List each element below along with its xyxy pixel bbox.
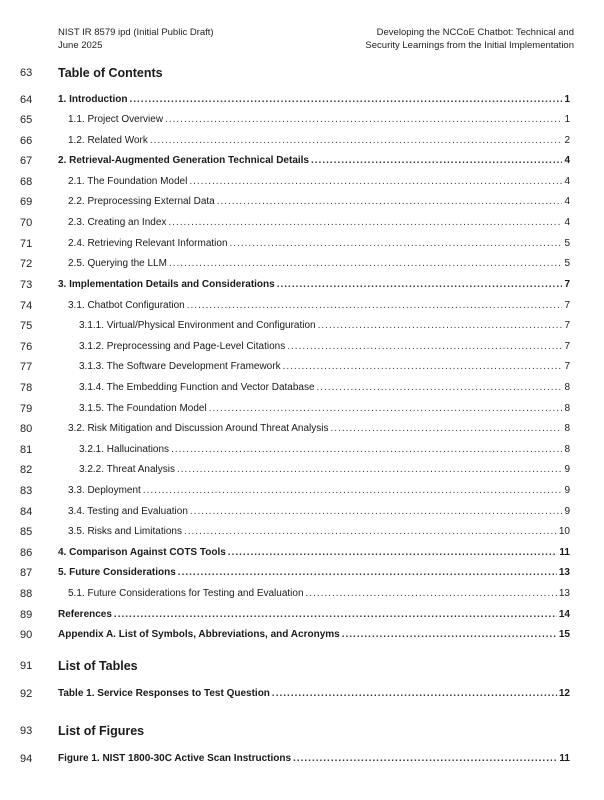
toc-entry-link[interactable] [68, 192, 570, 212]
toc-entry-title: 1. Introduction [58, 94, 128, 105]
dot-leader [217, 192, 563, 212]
section-heading-line [0, 721, 604, 741]
toc-page-number: 13 [558, 567, 570, 578]
toc-line [0, 584, 604, 604]
dot-leader [178, 563, 557, 583]
dot-leader [317, 378, 563, 398]
toc-entry-title: 4. Comparison Against COTS Tools [58, 547, 226, 558]
line-number: 89 [20, 609, 33, 621]
toc-page-number: 13 [558, 588, 570, 599]
toc-line [0, 749, 604, 769]
dot-leader [342, 625, 557, 645]
line-number: 70 [20, 217, 33, 229]
toc-entry-link[interactable] [68, 522, 570, 542]
line-number: 93 [20, 725, 33, 737]
line-number: 88 [20, 588, 33, 600]
toc-entry-link[interactable] [58, 90, 570, 110]
dot-leader [184, 522, 557, 542]
toc-entry-link[interactable] [68, 172, 570, 192]
line-number: 66 [20, 135, 33, 147]
dot-leader [177, 460, 562, 480]
header-title-line1: Developing the NCCoE Chatbot: Technical and [376, 27, 574, 38]
toc-page-number: 11 [559, 547, 570, 558]
toc-page-number: 14 [558, 609, 570, 620]
line-number: 77 [20, 361, 33, 373]
line-number: 84 [20, 506, 33, 518]
toc-entry-link[interactable] [68, 254, 570, 274]
toc-entry-link[interactable] [58, 605, 570, 625]
section-heading: Table of Contents [58, 66, 163, 80]
toc-entry-link[interactable] [79, 337, 570, 357]
toc-page-number: 4 [564, 155, 570, 166]
line-number: 78 [20, 382, 33, 394]
dot-leader [169, 254, 562, 274]
toc-line [0, 296, 604, 316]
toc-entry-title: 3.1. Chatbot Configuration [68, 300, 185, 311]
dot-leader [150, 131, 563, 151]
line-number: 80 [20, 423, 33, 435]
toc-entry-title: References [58, 609, 112, 620]
toc-entry-title: 3.1.4. The Embedding Function and Vector Database [79, 382, 315, 393]
header-left [58, 26, 214, 52]
line-number: 74 [20, 300, 33, 312]
toc-entry-title: Table 1. Service Responses to Test Question [58, 688, 270, 699]
section-heading: List of Tables [58, 659, 138, 673]
toc-line [0, 192, 604, 212]
toc-line [0, 543, 604, 563]
toc-page-number: 9 [564, 485, 570, 496]
toc-entry-link[interactable] [58, 684, 570, 704]
toc-entry-title: 3.2.2. Threat Analysis [79, 464, 175, 475]
header-doc-id: NIST IR 8579 ipd (Initial Public Draft) [58, 27, 214, 38]
toc-line [0, 522, 604, 542]
toc-entry-title: 3.2.1. Hallucinations [79, 444, 170, 455]
dot-leader [331, 419, 563, 439]
toc-line [0, 337, 604, 357]
dot-leader [114, 605, 557, 625]
toc-page-number: 5 [564, 258, 570, 269]
line-number: 81 [20, 444, 33, 456]
toc-page-number: 7 [564, 300, 570, 311]
line-number: 82 [20, 464, 33, 476]
dot-leader [143, 481, 563, 501]
toc-line [0, 605, 604, 625]
toc-page-number: 9 [564, 506, 570, 517]
dot-leader [190, 502, 563, 522]
toc-line [0, 502, 604, 522]
toc-line [0, 110, 604, 130]
dot-leader [311, 151, 562, 171]
dot-leader [287, 337, 562, 357]
toc-entry-title: Appendix A. List of Symbols, Abbreviations, and Acronyms [58, 629, 340, 640]
toc-page-number: 5 [564, 238, 570, 249]
toc-line [0, 213, 604, 233]
toc-line [0, 254, 604, 274]
dot-leader [283, 357, 563, 377]
dot-leader [306, 584, 557, 604]
dot-leader [230, 234, 563, 254]
toc-page-number: 8 [564, 382, 570, 393]
dot-leader [318, 316, 563, 336]
toc-line [0, 684, 604, 704]
toc-entry-link[interactable] [68, 213, 570, 233]
dot-leader [209, 399, 563, 419]
toc-line [0, 357, 604, 377]
toc-entry-title: 3.4. Testing and Evaluation [68, 506, 188, 517]
line-number: 94 [20, 753, 33, 765]
toc-entry-title: 3.1.1. Virtual/Physical Environment and Configuration [79, 320, 316, 331]
line-number: 83 [20, 485, 33, 497]
toc-entry-title: 2.2. Preprocessing External Data [68, 196, 215, 207]
toc-page-number: 4 [564, 217, 570, 228]
toc-page-number: 9 [564, 464, 570, 475]
toc-entry-title: 3. Implementation Details and Considerations [58, 279, 275, 290]
header-right [365, 26, 574, 52]
line-number: 75 [20, 320, 33, 332]
toc-page-number: 7 [564, 320, 570, 331]
toc-line [0, 399, 604, 419]
toc-line [0, 275, 604, 295]
toc-entry-link[interactable] [58, 151, 570, 171]
line-number: 91 [20, 660, 33, 672]
toc-line [0, 625, 604, 645]
line-number: 67 [20, 155, 33, 167]
toc-entry-link[interactable] [79, 440, 570, 460]
toc-entry-title: 2.1. The Foundation Model [68, 176, 188, 187]
toc-entry-link[interactable] [79, 460, 570, 480]
toc-line [0, 481, 604, 501]
line-number: 69 [20, 196, 33, 208]
line-number: 90 [20, 629, 33, 641]
toc-entry-link[interactable] [68, 502, 570, 522]
dot-leader [293, 749, 557, 769]
dot-leader [228, 543, 558, 563]
toc-entry-link[interactable] [79, 316, 570, 336]
toc-page-number: 12 [558, 688, 570, 699]
line-number: 87 [20, 567, 33, 579]
toc-entry-title: 5.1. Future Considerations for Testing and Evaluation [68, 588, 304, 599]
line-number: 72 [20, 258, 33, 270]
toc-entry-link[interactable] [68, 131, 570, 151]
section-heading-line [0, 63, 604, 83]
toc-page-number: 1 [564, 94, 570, 105]
toc-line [0, 378, 604, 398]
toc-page-number: 15 [558, 629, 570, 640]
toc-line [0, 234, 604, 254]
section-heading-line [0, 656, 604, 676]
dot-leader [187, 296, 563, 316]
toc-line [0, 131, 604, 151]
dot-leader [129, 90, 562, 110]
toc-line [0, 419, 604, 439]
toc-entry-title: 3.5. Risks and Limitations [68, 526, 182, 537]
line-number: 68 [20, 176, 33, 188]
toc-page-number: 7 [564, 341, 570, 352]
toc-page-number: 7 [564, 279, 570, 290]
line-number: 92 [20, 688, 33, 700]
toc-page-number: 11 [559, 753, 570, 764]
dot-leader [171, 440, 562, 460]
header-date: June 2025 [58, 40, 103, 51]
toc-entry-link[interactable] [68, 234, 570, 254]
line-number: 79 [20, 403, 33, 415]
toc-line [0, 440, 604, 460]
toc-entry-title: 3.1.5. The Foundation Model [79, 403, 207, 414]
line-number: 76 [20, 341, 33, 353]
toc-entry-title: 1.1. Project Overview [68, 114, 164, 125]
toc-entry-link[interactable] [58, 563, 570, 583]
section-heading: List of Figures [58, 724, 145, 738]
toc-entry-link[interactable] [58, 275, 570, 295]
toc-entry-link[interactable] [58, 749, 570, 769]
toc-page-number: 8 [564, 423, 570, 434]
toc-entry-link[interactable] [58, 543, 570, 563]
toc-line [0, 460, 604, 480]
toc-entry-title: 2.5. Querying the LLM [68, 258, 167, 269]
toc-page-number: 2 [564, 135, 570, 146]
toc-entry-link[interactable] [68, 419, 570, 439]
toc-entry-title: Figure 1. NIST 1800-30C Active Scan Instructions [58, 753, 292, 764]
toc-entry-title: 2.4. Retrieving Relevant Information [68, 238, 228, 249]
line-number: 63 [20, 67, 33, 79]
toc-entry-title: 3.3. Deployment [68, 485, 141, 496]
toc-entry-link[interactable] [68, 481, 570, 501]
line-number: 65 [20, 114, 33, 126]
dot-leader [165, 110, 562, 130]
toc-entry-link[interactable] [68, 584, 570, 604]
line-number: 71 [20, 238, 33, 250]
toc-page-number: 1 [564, 114, 570, 125]
dot-leader [189, 172, 562, 192]
toc-line [0, 563, 604, 583]
toc-entry-link[interactable] [68, 110, 570, 130]
line-number: 64 [20, 94, 33, 106]
toc-entry-title: 2. Retrieval-Augmented Generation Technical Details [58, 155, 309, 166]
toc-entry-link[interactable] [79, 399, 570, 419]
toc-entry-link[interactable] [68, 296, 570, 316]
toc-page-number: 7 [564, 361, 570, 372]
toc-entry-title: 3.1.3. The Software Development Framework [79, 361, 281, 372]
toc-entry-link[interactable] [58, 625, 570, 645]
line-number: 86 [20, 547, 33, 559]
toc-line [0, 90, 604, 110]
toc-line [0, 151, 604, 171]
toc-page-number: 4 [564, 196, 570, 207]
toc-entry-title: 1.2. Related Work [68, 135, 148, 146]
dot-leader [168, 213, 562, 233]
toc-line [0, 316, 604, 336]
line-number: 73 [20, 279, 33, 291]
toc-page-number: 10 [558, 526, 570, 537]
toc-line [0, 172, 604, 192]
toc-entry-title: 2.3. Creating an Index [68, 217, 167, 228]
toc-entry-link[interactable] [79, 357, 570, 377]
dot-leader [272, 684, 557, 704]
toc-entry-title: 5. Future Considerations [58, 567, 176, 578]
toc-page-number: 8 [564, 444, 570, 455]
toc-entry-title: 3.2. Risk Mitigation and Discussion Around Threat Analysis [68, 423, 329, 434]
header-title-line2: Security Learnings from the Initial Implementation [365, 40, 574, 51]
toc-entry-link[interactable] [79, 378, 570, 398]
toc-page-number: 4 [564, 176, 570, 187]
toc-page-number: 8 [564, 403, 570, 414]
toc-entry-title: 3.1.2. Preprocessing and Page-Level Citations [79, 341, 286, 352]
line-number: 85 [20, 526, 33, 538]
dot-leader [277, 275, 563, 295]
